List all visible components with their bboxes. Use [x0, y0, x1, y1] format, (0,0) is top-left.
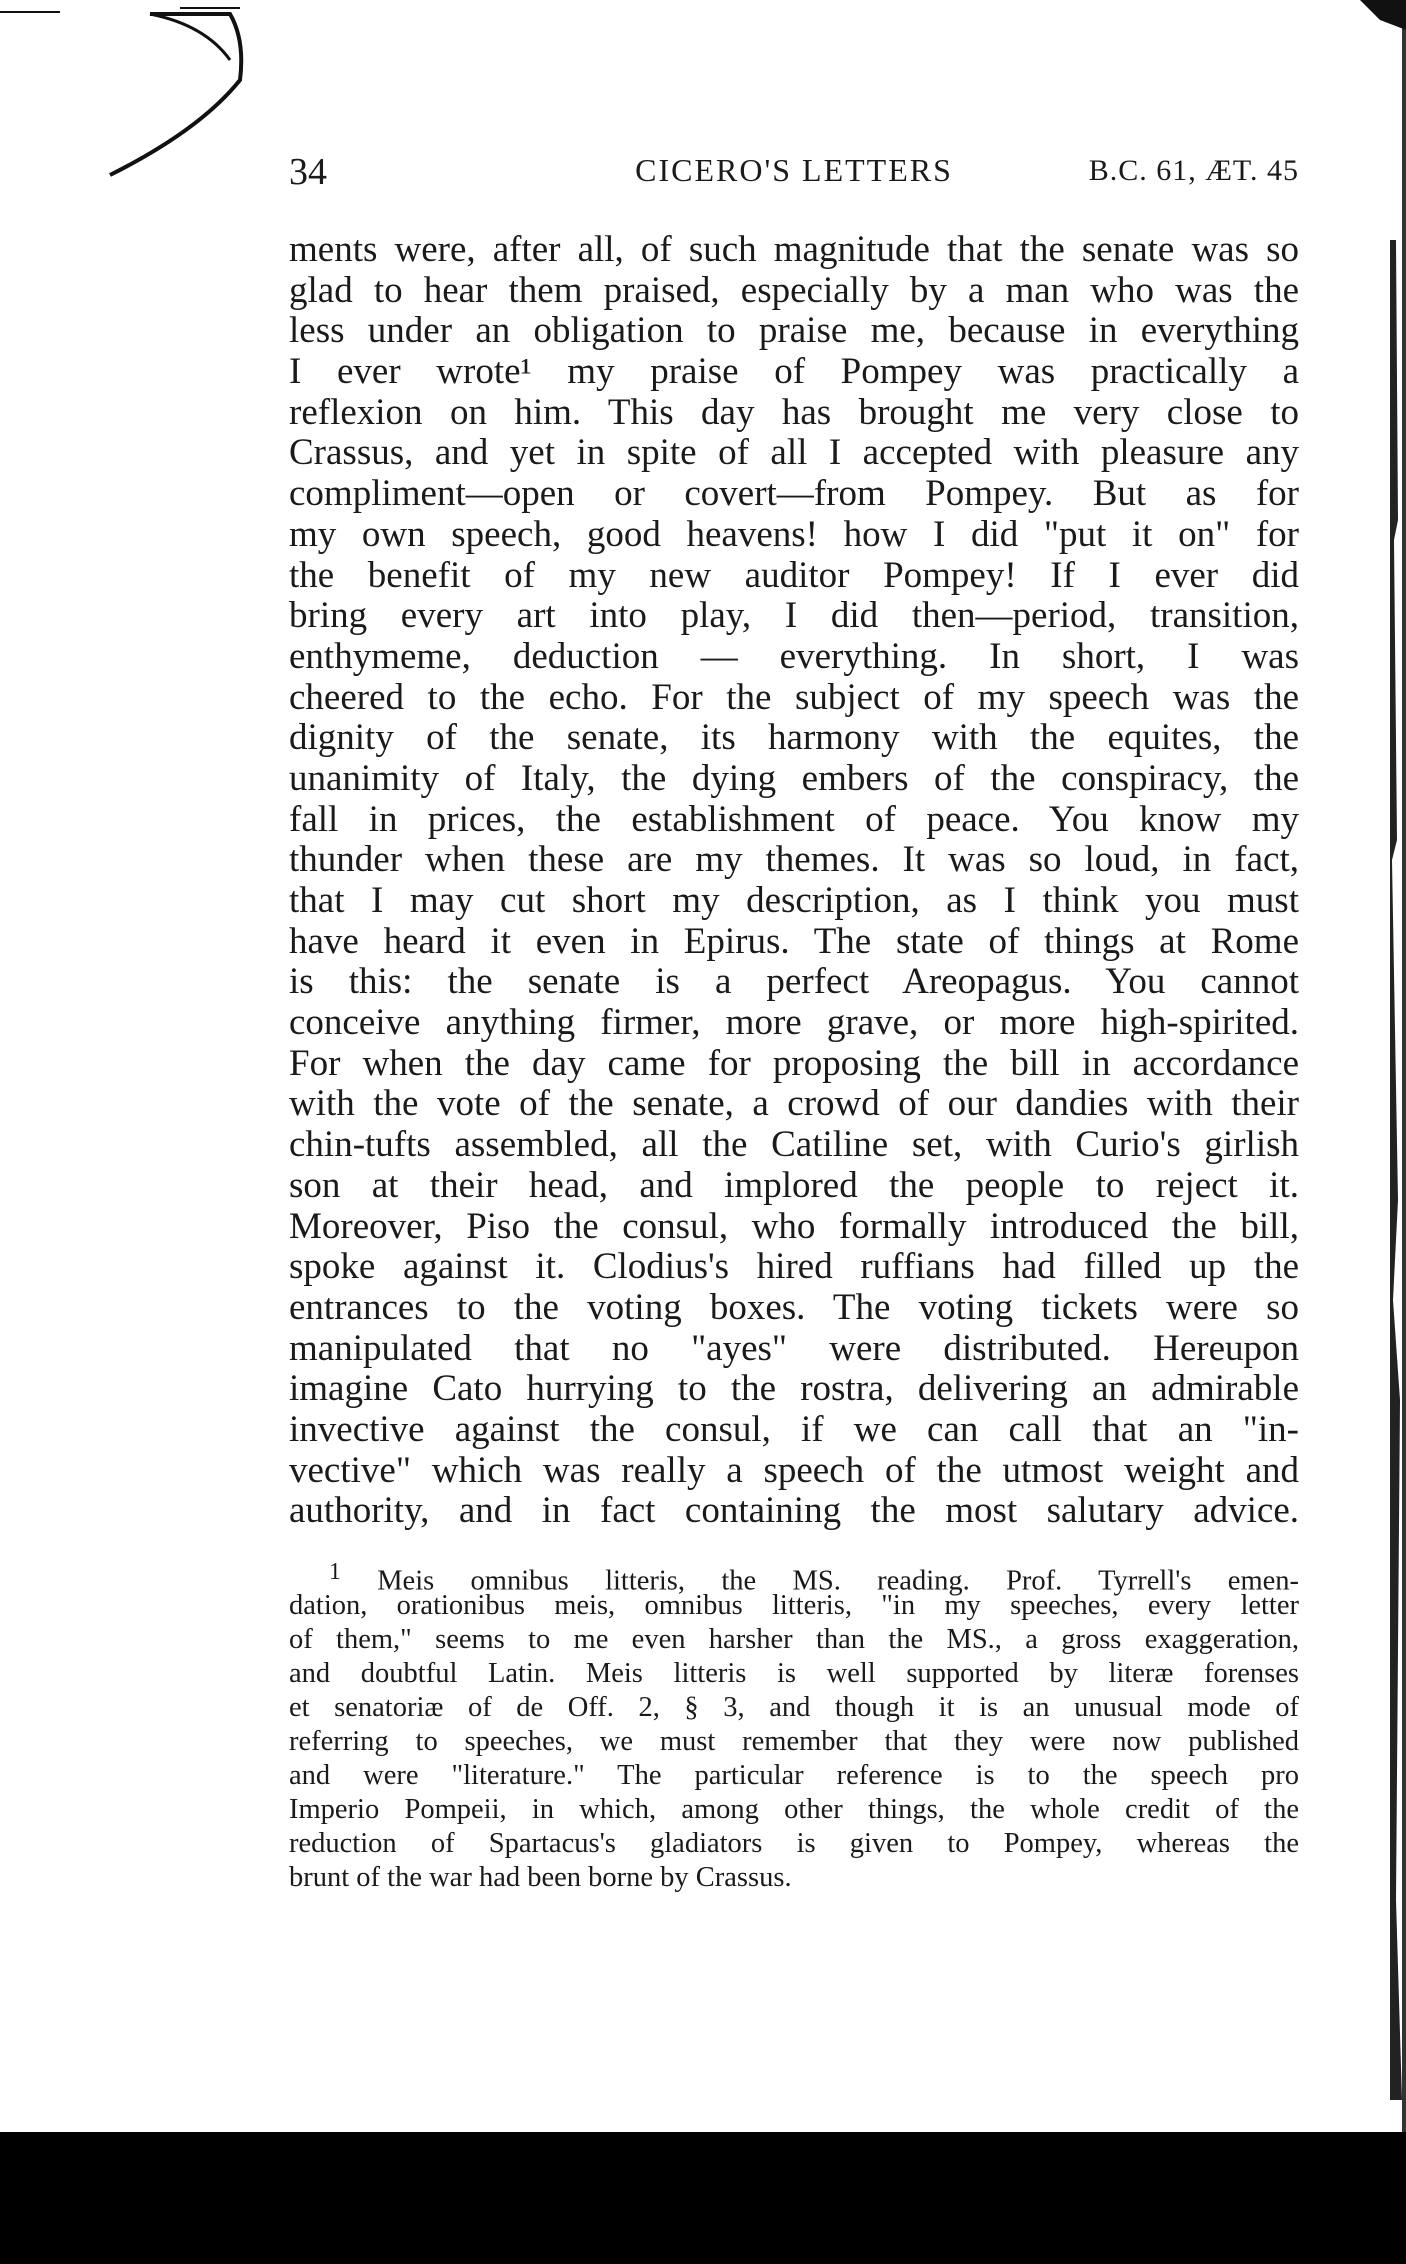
body-line: For when the day came for proposing the bill in accordance	[289, 1042, 1299, 1084]
body-line: son at their head, and implored the people to reject it.	[289, 1164, 1299, 1206]
running-date: B.C. 61, ÆT. 45	[1088, 154, 1299, 187]
footnote-line: of them," seems to me even harsher than the MS., a gross exaggeration,	[289, 1624, 1299, 1655]
body-line: chin-tufts assembled, all the Catiline set, with Curio's girlish	[289, 1124, 1299, 1166]
body-line: reflexion on him. This day has brought me very close to	[289, 391, 1299, 433]
body-line: ments were, after all, of such magnitude that the senate was so	[289, 229, 1299, 270]
body-line: have heard it even in Epirus. The state of things at Rome	[289, 920, 1299, 962]
body-line: Crassus, and yet in spite of all I accepted with pleasure any	[289, 432, 1299, 474]
body-line: manipulated that no "ayes" were distributed. Hereupon	[289, 1327, 1299, 1369]
body-line: conceive anything firmer, more grave, or more high-spirited.	[289, 1002, 1299, 1044]
footnote-line: dation, orationibus meis, omnibus litteris, "in my speeches, every letter	[289, 1590, 1299, 1621]
page-number: 34	[289, 151, 327, 193]
scan-bottom-border	[0, 2132, 1406, 2264]
footnote-line: reduction of Spartacus's gladiators is given to Pompey, whereas the	[289, 1828, 1299, 1859]
body-line: bring every art into play, I did then—period, transition,	[289, 595, 1299, 637]
running-title: CICERO'S LETTERS	[635, 152, 953, 188]
footnote-line: referring to speeches, we must remember that they were now published	[289, 1726, 1299, 1757]
footnote	[289, 1555, 1299, 1895]
body-line: glad to hear them praised, especially by a man who was the	[289, 269, 1299, 311]
body-line: invective against the consul, if we can call that an "in-	[289, 1408, 1299, 1450]
body-line: entrances to the voting boxes. The voting tickets were so	[289, 1286, 1299, 1328]
pen-mark-decoration	[0, 0, 300, 190]
page-edge-shadow	[1350, 0, 1406, 2132]
body-line: Moreover, Piso the consul, who formally introduced the bill,	[289, 1205, 1299, 1247]
body-line: vective" which was really a speech of the utmost weight and	[289, 1449, 1299, 1491]
body-line: fall in prices, the establishment of peace. You know my	[289, 798, 1299, 840]
body-line: I ever wrote¹ my praise of Pompey was practically a	[289, 351, 1299, 393]
body-line: with the vote of the senate, a crowd of our dandies with their	[289, 1083, 1299, 1125]
body-line: thunder when these are my themes. It was so loud, in fact,	[289, 839, 1299, 881]
footnote-line: Imperio Pompeii, in which, among other things, the whole credit of the	[289, 1794, 1299, 1825]
body-line: authority, and in fact containing the most salutary advice.	[289, 1490, 1299, 1532]
running-head	[289, 150, 1299, 200]
body-line: enthymeme, deduction — everything. In short, I was	[289, 635, 1299, 677]
body-text	[289, 230, 1299, 1532]
body-line: spoke against it. Clodius's hired ruffians had filled up the	[289, 1246, 1299, 1288]
body-line: that I may cut short my description, as I think you must	[289, 880, 1299, 921]
body-line: compliment—open or covert—from Pompey. But as for	[289, 473, 1299, 515]
body-line: cheered to the echo. For the subject of my speech was the	[289, 676, 1299, 718]
footnote-line: brunt of the war had been borne by Crassus.	[289, 1862, 792, 1893]
body-line: less under an obligation to praise me, because in everything	[289, 310, 1299, 352]
footnote-line: and doubtful Latin. Meis litteris is well supported by literæ forenses	[289, 1658, 1299, 1689]
body-line: my own speech, good heavens! how I did "put it on" for	[289, 513, 1299, 555]
body-line: is this: the senate is a perfect Areopagus. You cannot	[289, 961, 1299, 1003]
body-line: dignity of the senate, its harmony with the equites, the	[289, 717, 1299, 759]
footnote-marker: 1	[329, 1559, 341, 1585]
body-line: the benefit of my new auditor Pompey! If I ever did	[289, 554, 1299, 596]
footnote-line	[289, 1555, 1300, 1597]
footnote-line: and were "literature." The particular reference is to the speech pro	[289, 1760, 1299, 1791]
body-line: unanimity of Italy, the dying embers of the conspiracy, the	[289, 757, 1299, 799]
body-line: imagine Cato hurrying to the rostra, delivering an admirable	[289, 1368, 1299, 1410]
footnote-line: et senatoriæ of de Off. 2, § 3, and though it is an unusual mode of	[289, 1692, 1299, 1723]
footnote-line-text: Meis omnibus litteris, the MS. reading. Prof. Tyrrell's emen-	[377, 1565, 1300, 1597]
